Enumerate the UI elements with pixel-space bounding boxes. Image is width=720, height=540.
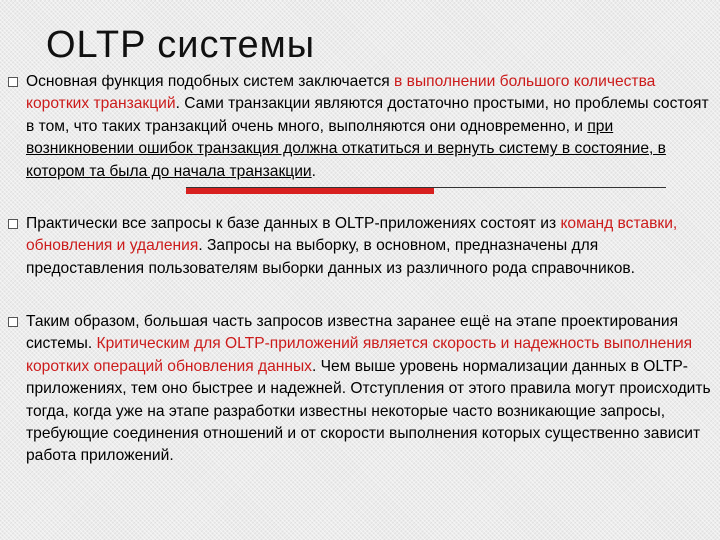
p1-text-c: . Сами транзакции являются достаточно простыми, но проблемы состоят в том, что таких транзакций очень много, выполняются они одновременно, и xyxy=(26,95,709,135)
slide-title: OLTP системы xyxy=(46,24,316,66)
accent-bar xyxy=(186,188,434,194)
p3-highlight: Критическим для OLTP-приложений является скорость и надежность выполнения коротких операций обновления данных xyxy=(26,335,693,375)
p1-text-a: Основная функция подобных систем заключается xyxy=(26,73,395,90)
paragraph-3 xyxy=(8,311,712,468)
paragraph-1 xyxy=(8,71,712,183)
bullet-icon xyxy=(8,77,18,87)
bullet-icon xyxy=(8,317,18,327)
p2-text-c: . Запросы на выборку, в основном, предназначены для предоставления пользователям выборки данных из различного рода справочников. xyxy=(26,237,635,277)
p3-text-c: . Чем выше уровень нормализации данных в OLTP-приложениях, тем оно быстрее и надежней. Отступления от этого правила могут происходить тогда, когда уже на этапе разработки известны некоторые часто возникающие запросы, требующие соединения отношений и от скорости выполнения которых существенно зависит работа приложений. xyxy=(26,357,711,465)
p2-highlight: команд вставки, обновления и удаления xyxy=(26,215,678,255)
p1-text-e: . xyxy=(311,162,316,180)
paragraph-2 xyxy=(8,213,712,280)
bullet-icon xyxy=(8,219,18,229)
p1-underlined: при возникновении ошибок транзакция должна откатиться и вернуть систему в состояние, в котором та была до начала транзакции xyxy=(26,117,666,180)
p1-highlight: в выполнении большого количества коротких транзакций xyxy=(26,73,656,113)
p2-text-a: Практически все запросы к базе данных в OLTP-приложениях состоят из xyxy=(26,215,561,232)
p3-text-a: Таким образом, большая часть запросов известна заранее ещё на этапе проектирования системы. xyxy=(26,313,679,353)
